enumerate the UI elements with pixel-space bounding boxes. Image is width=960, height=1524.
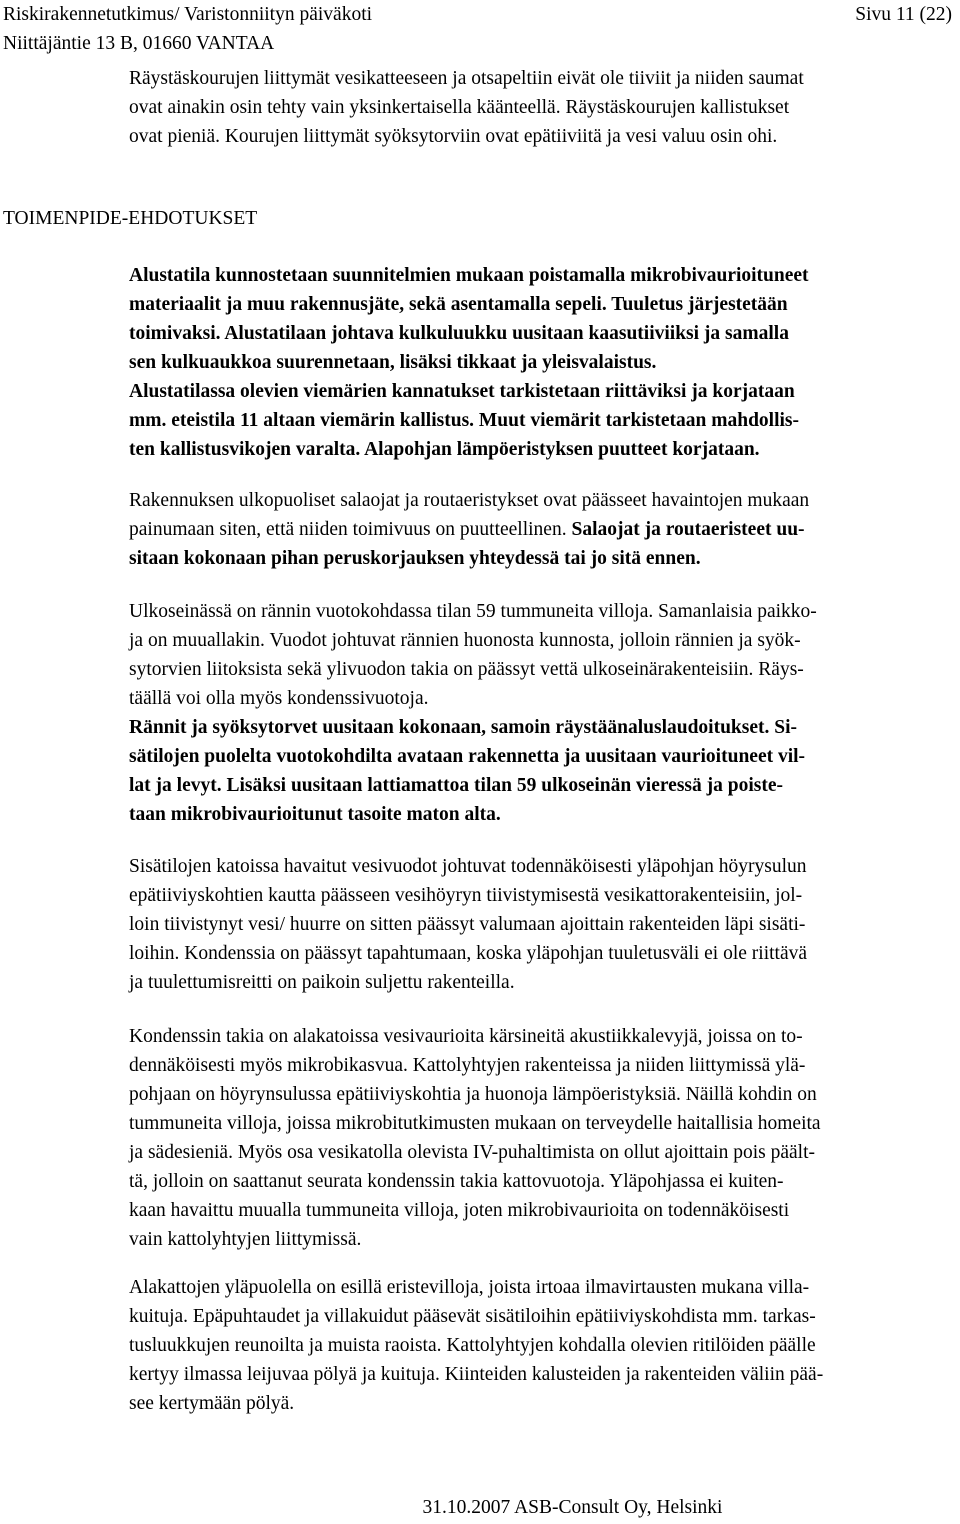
text-line: see kertymään pölyä. (129, 1393, 295, 1414)
text-normal: painumaan siten, että niiden toimivuus on puutteellinen. (129, 519, 572, 540)
text-line: Alakattojen yläpuolella on esillä eristevilloja, joista irtoaa ilmavirtausten mukana villa- (129, 1277, 810, 1298)
text-line: toimivaksi. Alustatilaan johtava kulkuluukku uusitaan kaasutiiviiksi ja samalla (129, 323, 789, 344)
intro-paragraph (129, 64, 947, 151)
insulation-paragraph (129, 1273, 947, 1418)
footer-text: 31.10.2007 ASB-Consult Oy, Helsinki (422, 1497, 723, 1518)
text-line: loin tiivistynyt vesi/ huurre on sitten päässyt valumaan ajoittain rakenteiden läpi sisäti- (129, 914, 806, 935)
text-line: taan mikrobivaurioitunut tasoite maton alta. (129, 804, 501, 825)
text-line: sätilojen puolelta vuotokohdilta avataan rakennetta ja uusitaan vaurioituneet vil- (129, 746, 806, 767)
text-line: Sisätilojen katoissa havaitut vesivuodot johtuvat todennäköisesti yläpohjan höyrysulun (129, 856, 807, 877)
page-footer (0, 1493, 960, 1522)
text-line: ovat pieniä. Kourujen liittymät syöksytorviin ovat epätiiviitä ja vesi valuu osin ohi. (129, 126, 778, 147)
text-line: lat ja levyt. Lisäksi uusitaan lattiamattoa tilan 59 ulkoseinän vieressä ja poiste- (129, 775, 784, 796)
text-line: loihin. Kondenssia on päässyt tapahtumaan, koska yläpohjan tuuletusväli ei ole riittävä (129, 943, 808, 964)
text-line: ja sädesieniä. Myös osa vesikatolla olevista IV-puhaltimista on ollut ajoittain pois päält- (129, 1142, 815, 1163)
text-line: kuituja. Epäpuhtaudet ja villakuidut pääsevät sisätiloihin epätiiviyskohdista mm. tarkas- (129, 1306, 816, 1327)
text-line: Alustatilassa olevien viemärien kannatukset tarkistetaan riittäviksi ja korjataan (129, 381, 795, 402)
text-line: tä, jolloin on saattanut seurata kondenssin takia kattovuotoja. Yläpohjassa ei kuiten- (129, 1171, 784, 1192)
text-line: täällä voi olla myös kondenssivuotoja. (129, 688, 429, 709)
text-line: Räystäskourujen liittymät vesikatteeseen ja otsapeltiin eivät ole tiiviit ja niiden saumat (129, 68, 804, 89)
proposals-paragraph (129, 261, 947, 464)
text-line: vain kattolyhtyjen liittymissä. (129, 1229, 362, 1250)
text-line: pohjaan on höyrynsulussa epätiiviyskohtia ja huonoja lämpöeristyksiä. Näillä kohdin on (129, 1084, 817, 1105)
text-line: tummuneita villoja, joissa mikrobitutkimusten mukaan on terveydelle haitallisia homeita (129, 1113, 821, 1134)
ceiling-paragraph (129, 852, 947, 997)
text-line: epätiiviyskohtien kautta päässeen vesihöyryn tiivistymisestä vesikattorakenteisiin, jol- (129, 885, 803, 906)
text-line (129, 515, 947, 544)
text-line: Ulkoseinässä on rännin vuotokohdassa tilan 59 tummuneita villoja. Samanlaisia paikko- (129, 601, 817, 622)
text-line: sen kulkuaukkoa suurennetaan, lisäksi tikkaat ja yleisvalaistus. (129, 352, 657, 373)
text-line: ja tuulettumisreitti on paikoin suljettu rakenteilla. (129, 972, 515, 993)
condensation-paragraph (129, 1022, 947, 1254)
text-bold: Salaojat ja routaeristeet uu- (571, 519, 805, 540)
text-line: tusluukkujen reunoilta ja muista raoista. Kattolyhtyjen kohdalla olevien ritilöiden päälle (129, 1335, 816, 1356)
text-line: Kondenssin takia on alakatoissa vesivaurioita kärsineitä akustiikkalevyjä, joissa on to- (129, 1026, 803, 1047)
text-line: kaan havaittu muualla tummuneita villoja, joten mikrobivaurioita on todennäköisesti (129, 1200, 790, 1221)
section-heading: TOIMENPIDE-EHDOTUKSET (3, 208, 258, 229)
header-project: Riskirakennetutkimus/ Varistonniityn päiväkoti (3, 4, 373, 25)
text-line: Alustatila kunnostetaan suunnitelmien mukaan poistamalla mikrobivaurioituneet (129, 265, 809, 286)
header-page-number: Sivu 11 (22) (855, 4, 952, 25)
drainage-paragraph (129, 486, 947, 573)
text-line: Rakennuksen ulkopuoliset salaojat ja routaeristykset ovat päässeet havaintojen mukaan (129, 490, 810, 511)
text-line: Rännit ja syöksytorvet uusitaan kokonaan, samoin räystäänaluslaudoitukset. Si- (129, 717, 798, 738)
header-address: Niittäjäntie 13 B, 01660 VANTAA (3, 33, 275, 54)
wall-paragraph (129, 597, 947, 829)
header-left (3, 0, 372, 58)
text-line: materiaalit ja muu rakennusjäte, sekä asentamalla sepeli. Tuuletus järjestetään (129, 294, 788, 315)
text-line: sytorvien liitoksista sekä ylivuodon takia on päässyt vettä ulkoseinärakenteisiin. Räys- (129, 659, 804, 680)
text-line: mm. eteistila 11 altaan viemärin kallistus. Muut viemärit tarkistetaan mahdollis- (129, 410, 800, 431)
text-line: sitaan kokonaan pihan peruskorjauksen yhteydessä tai jo sitä ennen. (129, 548, 701, 569)
text-line: ten kallistusvikojen varalta. Alapohjan lämpöeristyksen puutteet korjataan. (129, 439, 760, 460)
text-line: ja on muuallakin. Vuodot johtuvat rännien huonosta kunnosta, jolloin rännien ja syök- (129, 630, 801, 651)
text-line: dennäköisesti myös mikrobikasvua. Kattolyhtyjen rakenteissa ja niiden liittymissä ylä- (129, 1055, 806, 1076)
text-line: kertyy ilmassa leijuvaa pölyä ja kuituja. Kiinteiden kalusteiden ja rakenteiden väliin pää- (129, 1364, 824, 1385)
text-line: ovat ainakin osin tehty vain yksinkertaisella käänteellä. Räystäskourujen kallistukset (129, 97, 790, 118)
